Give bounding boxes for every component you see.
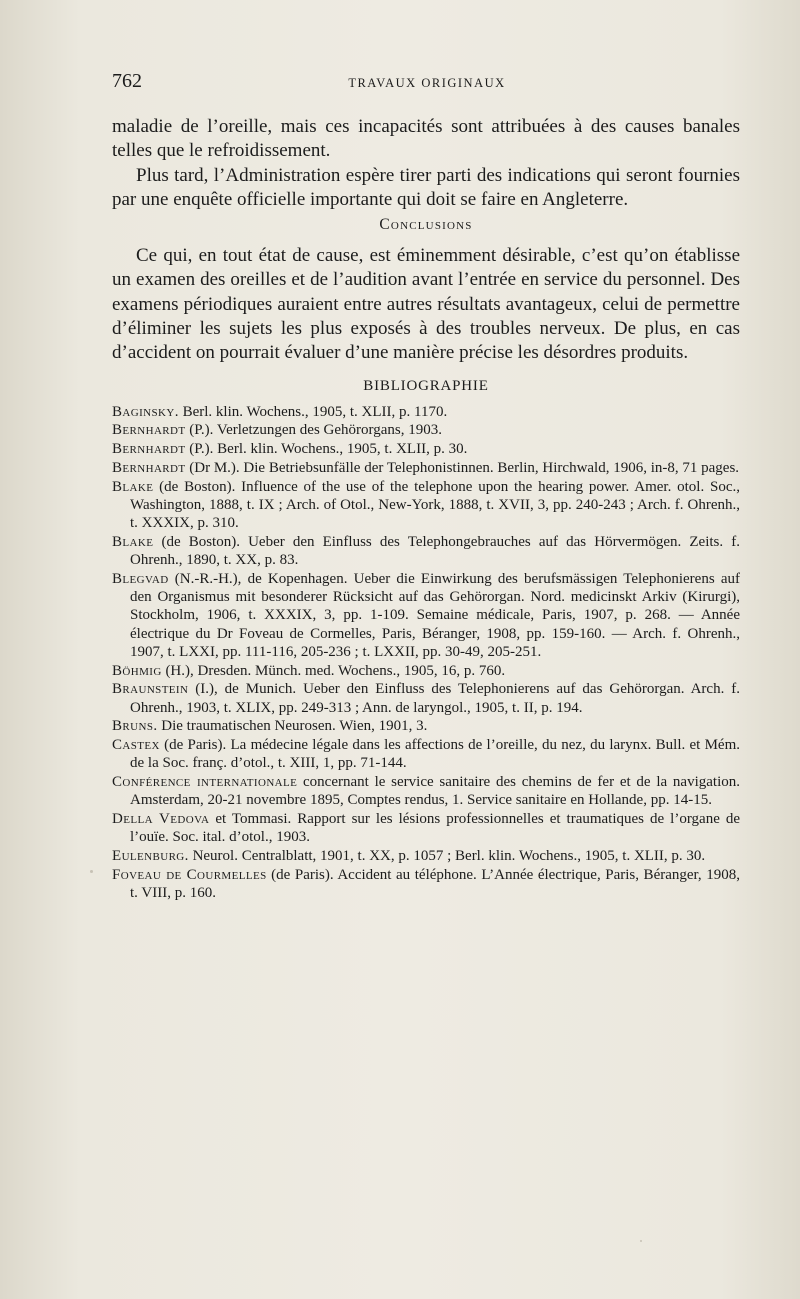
conclusions-paragraph: Ce qui, en tout état de cause, est éminemment désirable, c’est qu’on établisse un examen des oreilles et de l’audition avant l’entrée en service du personnel. Des examens périodiques auraient entre autres résultats avantageux, celui de permettre d’éliminer les sujets les plus exposés à des troubles nerveux. De plus, en cas d’accident on pourrait évaluer d’une manière précise les désordres produits. bbox=[112, 245, 740, 364]
page-number: 762 bbox=[112, 70, 142, 92]
bibliography-heading: BIBLIOGRAPHIE bbox=[363, 377, 489, 394]
bibliography-author: Bernhardt bbox=[112, 441, 186, 458]
bibliography-entry bbox=[112, 866, 740, 902]
bibliography-entry bbox=[112, 662, 740, 680]
bibliography-author: Foveau de Courmelles bbox=[112, 867, 267, 884]
bibliography-entry bbox=[112, 736, 740, 772]
bibliography-citation: Die traumatischen Neurosen. Wien, 1901, 3. bbox=[157, 718, 428, 735]
bibliography-author: Bernhardt bbox=[112, 422, 186, 439]
conclusions-heading: Conclusions bbox=[379, 216, 473, 234]
page-header bbox=[112, 70, 742, 100]
bibliography-author: Blake bbox=[112, 478, 154, 495]
bibliography-entry bbox=[112, 773, 740, 809]
bibliography-citation: concernant le service sanitaire des chemins de fer et de la navigation. Amsterdam, 20-21 novembre 1895, Comptes rendus, 1. Service sanitaire en Hollande, pp. 14-15. bbox=[130, 774, 740, 809]
bibliography-entry bbox=[112, 570, 740, 661]
bibliography-citation: (P.). Berl. klin. Wochens., 1905, t. XLII, p. 30. bbox=[185, 441, 468, 458]
bibliography-entry bbox=[112, 680, 740, 716]
bibliography-citation: (P.). Verletzungen des Gehörorgans, 1903. bbox=[185, 422, 442, 439]
bibliography-author: Conférence internationale bbox=[112, 774, 298, 791]
paragraph-continuation: maladie de l’oreille, mais ces incapacités sont attribuées à des causes banales telles que le refroidissement. bbox=[112, 116, 740, 162]
bibliography-citation: Berl. klin. Wochens., 1905, t. XLII, p. 1170. bbox=[178, 403, 448, 420]
paragraph-administration: Plus tard, l’Administration espère tirer parti des indications qui seront fournies par une enquête officielle importante qui doit se faire en Angleterre. bbox=[112, 164, 740, 210]
page-body bbox=[112, 115, 740, 903]
bibliography-author: Bruns. bbox=[112, 718, 158, 735]
bibliography-citation: (de Paris). Accident au téléphone. L’Année électrique, Paris, Béranger, 1908, t. VIII, p. 160. bbox=[130, 867, 740, 902]
bibliography-entry bbox=[112, 810, 740, 846]
running-title: TRAVAUX ORIGINAUX bbox=[348, 76, 506, 90]
bibliography-list bbox=[112, 403, 740, 903]
bibliography-citation: Neurol. Centralblatt, 1901, t. XX, p. 1057 ; Berl. klin. Wochens., 1905, t. XLII, p. 30. bbox=[188, 848, 706, 865]
bibliography-entry bbox=[112, 533, 740, 569]
bibliography-author: Baginsky. bbox=[112, 403, 179, 420]
bibliography-author: Della Vedova bbox=[112, 811, 210, 828]
paper-speck bbox=[640, 1240, 642, 1242]
bibliography-entry bbox=[112, 478, 740, 533]
bibliography-author: Blegvad bbox=[112, 571, 169, 588]
bibliography-author: Braunstein bbox=[112, 681, 189, 698]
bibliography-entry bbox=[112, 717, 740, 735]
bibliography-entry bbox=[112, 847, 740, 865]
bibliography-citation: (de Boston). Ueber den Einfluss des Telephongebrauches auf das Hörvermögen. Zeits. f. Ohrenh., 1890, t. XX, p. 83. bbox=[130, 534, 740, 569]
paper-speck bbox=[90, 870, 93, 873]
bibliography-citation: (H.), Dresden. Münch. med. Wochens., 1905, 16, p. 760. bbox=[161, 662, 506, 679]
bibliography-author: Böhmig bbox=[112, 662, 162, 679]
bibliography-citation: (Dr M.). Die Betriebsunfälle der Telephonistinnen. Berlin, Hirchwald, 1906, in-8, 71 pages. bbox=[185, 460, 740, 477]
bibliography-citation: (de Boston). Influence of the use of the telephone upon the hearing power. Amer. otol. Soc., Washington, 1888, t. IX ; Arch. of Otol., New-York, 1888, t. XVII, 3, pp. 240-243 ; Arch. f. Ohrenh., t. XXXIX, p. 310. bbox=[130, 478, 740, 532]
bibliography-author: Bernhardt bbox=[112, 460, 186, 477]
bibliography-author: Eulenburg. bbox=[112, 848, 189, 865]
bibliography-entry bbox=[112, 459, 740, 477]
bibliography-citation: (de Paris). La médecine légale dans les affections de l’oreille, du nez, du larynx. Bull. et Mém. de la Soc. franç. d’otol., t. XIII, 1, pp. 71-144. bbox=[130, 737, 740, 772]
bibliography-entry bbox=[112, 403, 740, 421]
bibliography-entry bbox=[112, 440, 740, 458]
bibliography-author: Blake bbox=[112, 534, 154, 551]
bibliography-entry bbox=[112, 421, 740, 439]
bibliography-author: Castex bbox=[112, 737, 160, 754]
bibliography-citation: (N.-R.-H.), de Kopenhagen. Ueber die Einwirkung des berufsmässigen Telephonierens auf den Organismus mit besonderer Rücksicht auf das Gehörorgan. Nord. medicinskt Arkiv (Kirurgi), Stockholm, 1906, t. XXXIX, 3, pp. 1-109. Semaine médicale, Paris, 1907, p. 268. — Année électrique du Dr Foveau de Cormelles, Paris, Béranger, 1908, pp. 159-160. — Arch. f. Ohrenh., 1907, t. LXXI, pp. 111-116, 205-236 ; t. LXXII, pp. 30-49, 205-251. bbox=[130, 571, 740, 660]
bibliography-citation: (I.), de Munich. Ueber den Einfluss des Telephonierens auf das Gehörorgan. Arch. f. Ohrenh., 1903, t. XLIX, pp. 249-313 ; Ann. de laryngol., 1905, t. II, p. 194. bbox=[130, 681, 740, 716]
bibliography-citation: et Tommasi. Rapport sur les lésions professionnelles et traumatiques de l’organe de l’ouïe. Soc. ital. d’otol., 1903. bbox=[130, 811, 741, 846]
